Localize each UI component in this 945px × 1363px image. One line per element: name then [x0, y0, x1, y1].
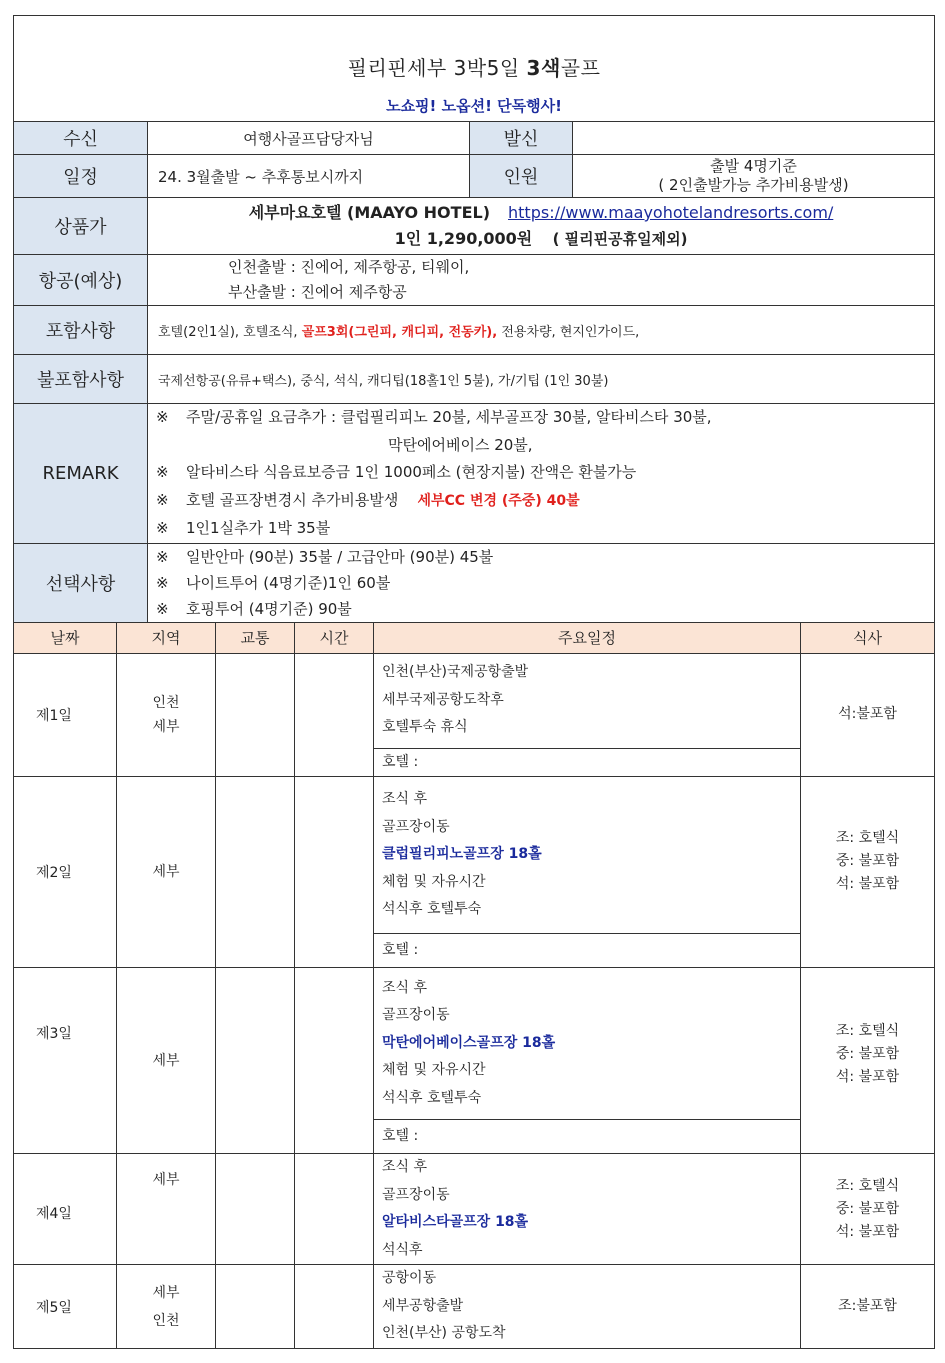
airline-line2: 부산출발 : 진에어 제주항공 [228, 283, 407, 301]
airline-line1: 인천출발 : 진에어, 제주항공, 티웨이, [228, 258, 470, 276]
day-label: 제1일 [14, 653, 117, 777]
recipient-label: 수신 [14, 122, 148, 155]
people-label: 인원 [470, 155, 573, 198]
header-time: 시간 [295, 622, 374, 653]
day-items: 조식 후 골프장이동 알타비스타골프장 18홀 석식후 [374, 1154, 801, 1265]
day-transport [216, 968, 295, 1154]
header-transport: 교통 [216, 622, 295, 653]
excluded-label: 불포함사항 [14, 355, 148, 404]
day-label: 제4일 [14, 1154, 117, 1265]
title-cell [14, 16, 935, 122]
remark-line3: 호텔 골프장변경시 추가비용발생 [186, 490, 399, 509]
remark-value: ※ 주말/공휴일 요금추가 : 클럽필리피노 20불, 세부골프장 30불, 알타비스타 30불, 막탄에어베이스 20불, ※ 알타비스타 식음료보증금 1인 1000페소 (현장지불) 잔액은 환불가능 ※ 호텔 골프장변경시 추가비용발생 세부CC 변경 (주중) 40불 ※ 1인1실추가 1박 35불 [148, 404, 935, 544]
schedule-label: 일정 [14, 155, 148, 198]
day-region: 세부 [117, 968, 216, 1154]
price-note: ( 필리핀공휴일제외) [552, 230, 688, 248]
airline-value [148, 255, 935, 306]
day-region: 인천 세부 [117, 653, 216, 777]
option-line1: 일반안마 (90분) 35불 / 고급안마 (90분) 45불 [186, 547, 494, 566]
day-items: 공항이동 세부공항출발 인천(부산) 공항도착 [374, 1265, 801, 1349]
table-row [14, 777, 935, 934]
page-title: 필리핀세부 3박5일 3색골프 [347, 56, 601, 80]
day-items: 인천(부산)국제공항출발 세부국제공항도착후 호텔투숙 휴식 [374, 653, 801, 748]
schedule-table [13, 622, 935, 1350]
table-row [14, 1265, 935, 1349]
day-label: 제5일 [14, 1265, 117, 1349]
table-row [14, 1154, 935, 1265]
included-label: 포함사항 [14, 306, 148, 355]
header-date: 날짜 [14, 622, 117, 653]
day-transport [216, 1265, 295, 1349]
day-label: 제3일 [14, 968, 117, 1154]
day-items: 조식 후 골프장이동 막탄에어베이스골프장 18홀 체험 및 자유시간 석식후 호텔투숙 [374, 968, 801, 1120]
day-meals: 조: 호텔식 중: 불포함 석: 불포함 [801, 968, 935, 1154]
remark-line3-highlight: 세부CC 변경 (주중) 40불 [417, 492, 580, 509]
remark-line2: 알타비스타 식음료보증금 1인 1000페소 (현장지불) 잔액은 환불가능 [186, 463, 637, 481]
day-meals: 조: 호텔식 중: 불포함 석: 불포함 [801, 777, 935, 968]
day-region: 세부 인천 [117, 1265, 216, 1349]
table-row [14, 653, 935, 748]
hotel-label: 호텔 : [374, 748, 801, 777]
day-time [295, 653, 374, 777]
hotel-url-link[interactable]: https://www.maayohotelandresorts.com/ [508, 203, 834, 222]
itinerary-document [13, 15, 934, 1348]
people-line1: 출발 4명기준 [710, 157, 797, 175]
sender-value [573, 122, 935, 155]
day-transport [216, 777, 295, 968]
day-transport [216, 1154, 295, 1265]
day-transport [216, 653, 295, 777]
day-items: 조식 후 골프장이동 클럽필리피노골프장 18홀 체험 및 자유시간 석식후 호텔투숙 [374, 777, 801, 934]
day-meals: 조:불포함 [801, 1265, 935, 1349]
included-value: 호텔(2인1실), 호텔조식, 골프3회(그린피, 캐디피, 전동카), 전용차량, 현지인가이드, [148, 306, 935, 355]
day-meals: 석:불포함 [801, 653, 935, 777]
day-label: 제2일 [14, 777, 117, 968]
day-time [295, 1265, 374, 1349]
price-label: 상품가 [14, 198, 148, 255]
hotel-name: 세부마요호텔 (MAAYO HOTEL) [248, 203, 491, 222]
remark-line1b: 막탄에어베이스 20불, [388, 435, 533, 454]
price-cell [148, 198, 935, 255]
recipient-value: 여행사골프담당자님 [148, 122, 470, 155]
slogan: 노쇼핑! 노옵션! 단독행사! [386, 97, 562, 115]
day-region: 세부 [117, 1154, 216, 1265]
hotel-label: 호텔 : [374, 934, 801, 968]
excluded-value: 국제선항공(유류+택스), 중식, 석식, 캐디팁(18홀1인 5불), 가/기팁 (1인 30불) [148, 355, 935, 404]
option-label: 선택사항 [14, 543, 148, 622]
sender-label: 발신 [470, 122, 573, 155]
option-line2: 나이트투어 (4명기준)1인 60불 [186, 573, 391, 592]
option-value: ※ 일반안마 (90분) 35불 / 고급안마 (90분) 45불 ※ 나이트투어 (4명기준)1인 60불 ※ 호핑투어 (4명기준) 90불 [148, 543, 935, 622]
schedule-value: 24. 3월출발 ~ 추후통보시까지 [148, 155, 470, 198]
hotel-label: 호텔 : [374, 1120, 801, 1154]
remark-label: REMARK [14, 404, 148, 544]
day-time [295, 968, 374, 1154]
option-line3: 호핑투어 (4명기준) 90불 [186, 599, 352, 618]
people-line2: ( 2인출발가능 추가비용발생) [658, 176, 849, 194]
header-region: 지역 [117, 622, 216, 653]
day-time [295, 1154, 374, 1265]
remark-line4: 1인1실추가 1박 35불 [186, 519, 331, 537]
schedule-header-row [14, 622, 935, 653]
people-value [573, 155, 935, 198]
remark-line1: 주말/공휴일 요금추가 : 클럽필리피노 20불, 세부골프장 30불, 알타비스타 30불, [186, 408, 712, 426]
header-main-schedule: 주요일정 [374, 622, 801, 653]
day-meals: 조: 호텔식 중: 불포함 석: 불포함 [801, 1154, 935, 1265]
header-meals: 식사 [801, 622, 935, 653]
day-time [295, 777, 374, 968]
info-table [13, 15, 935, 623]
day-region: 세부 [117, 777, 216, 968]
table-row [14, 968, 935, 1120]
price-value: 1인 1,290,000원 [394, 229, 533, 248]
airline-label: 항공(예상) [14, 255, 148, 306]
